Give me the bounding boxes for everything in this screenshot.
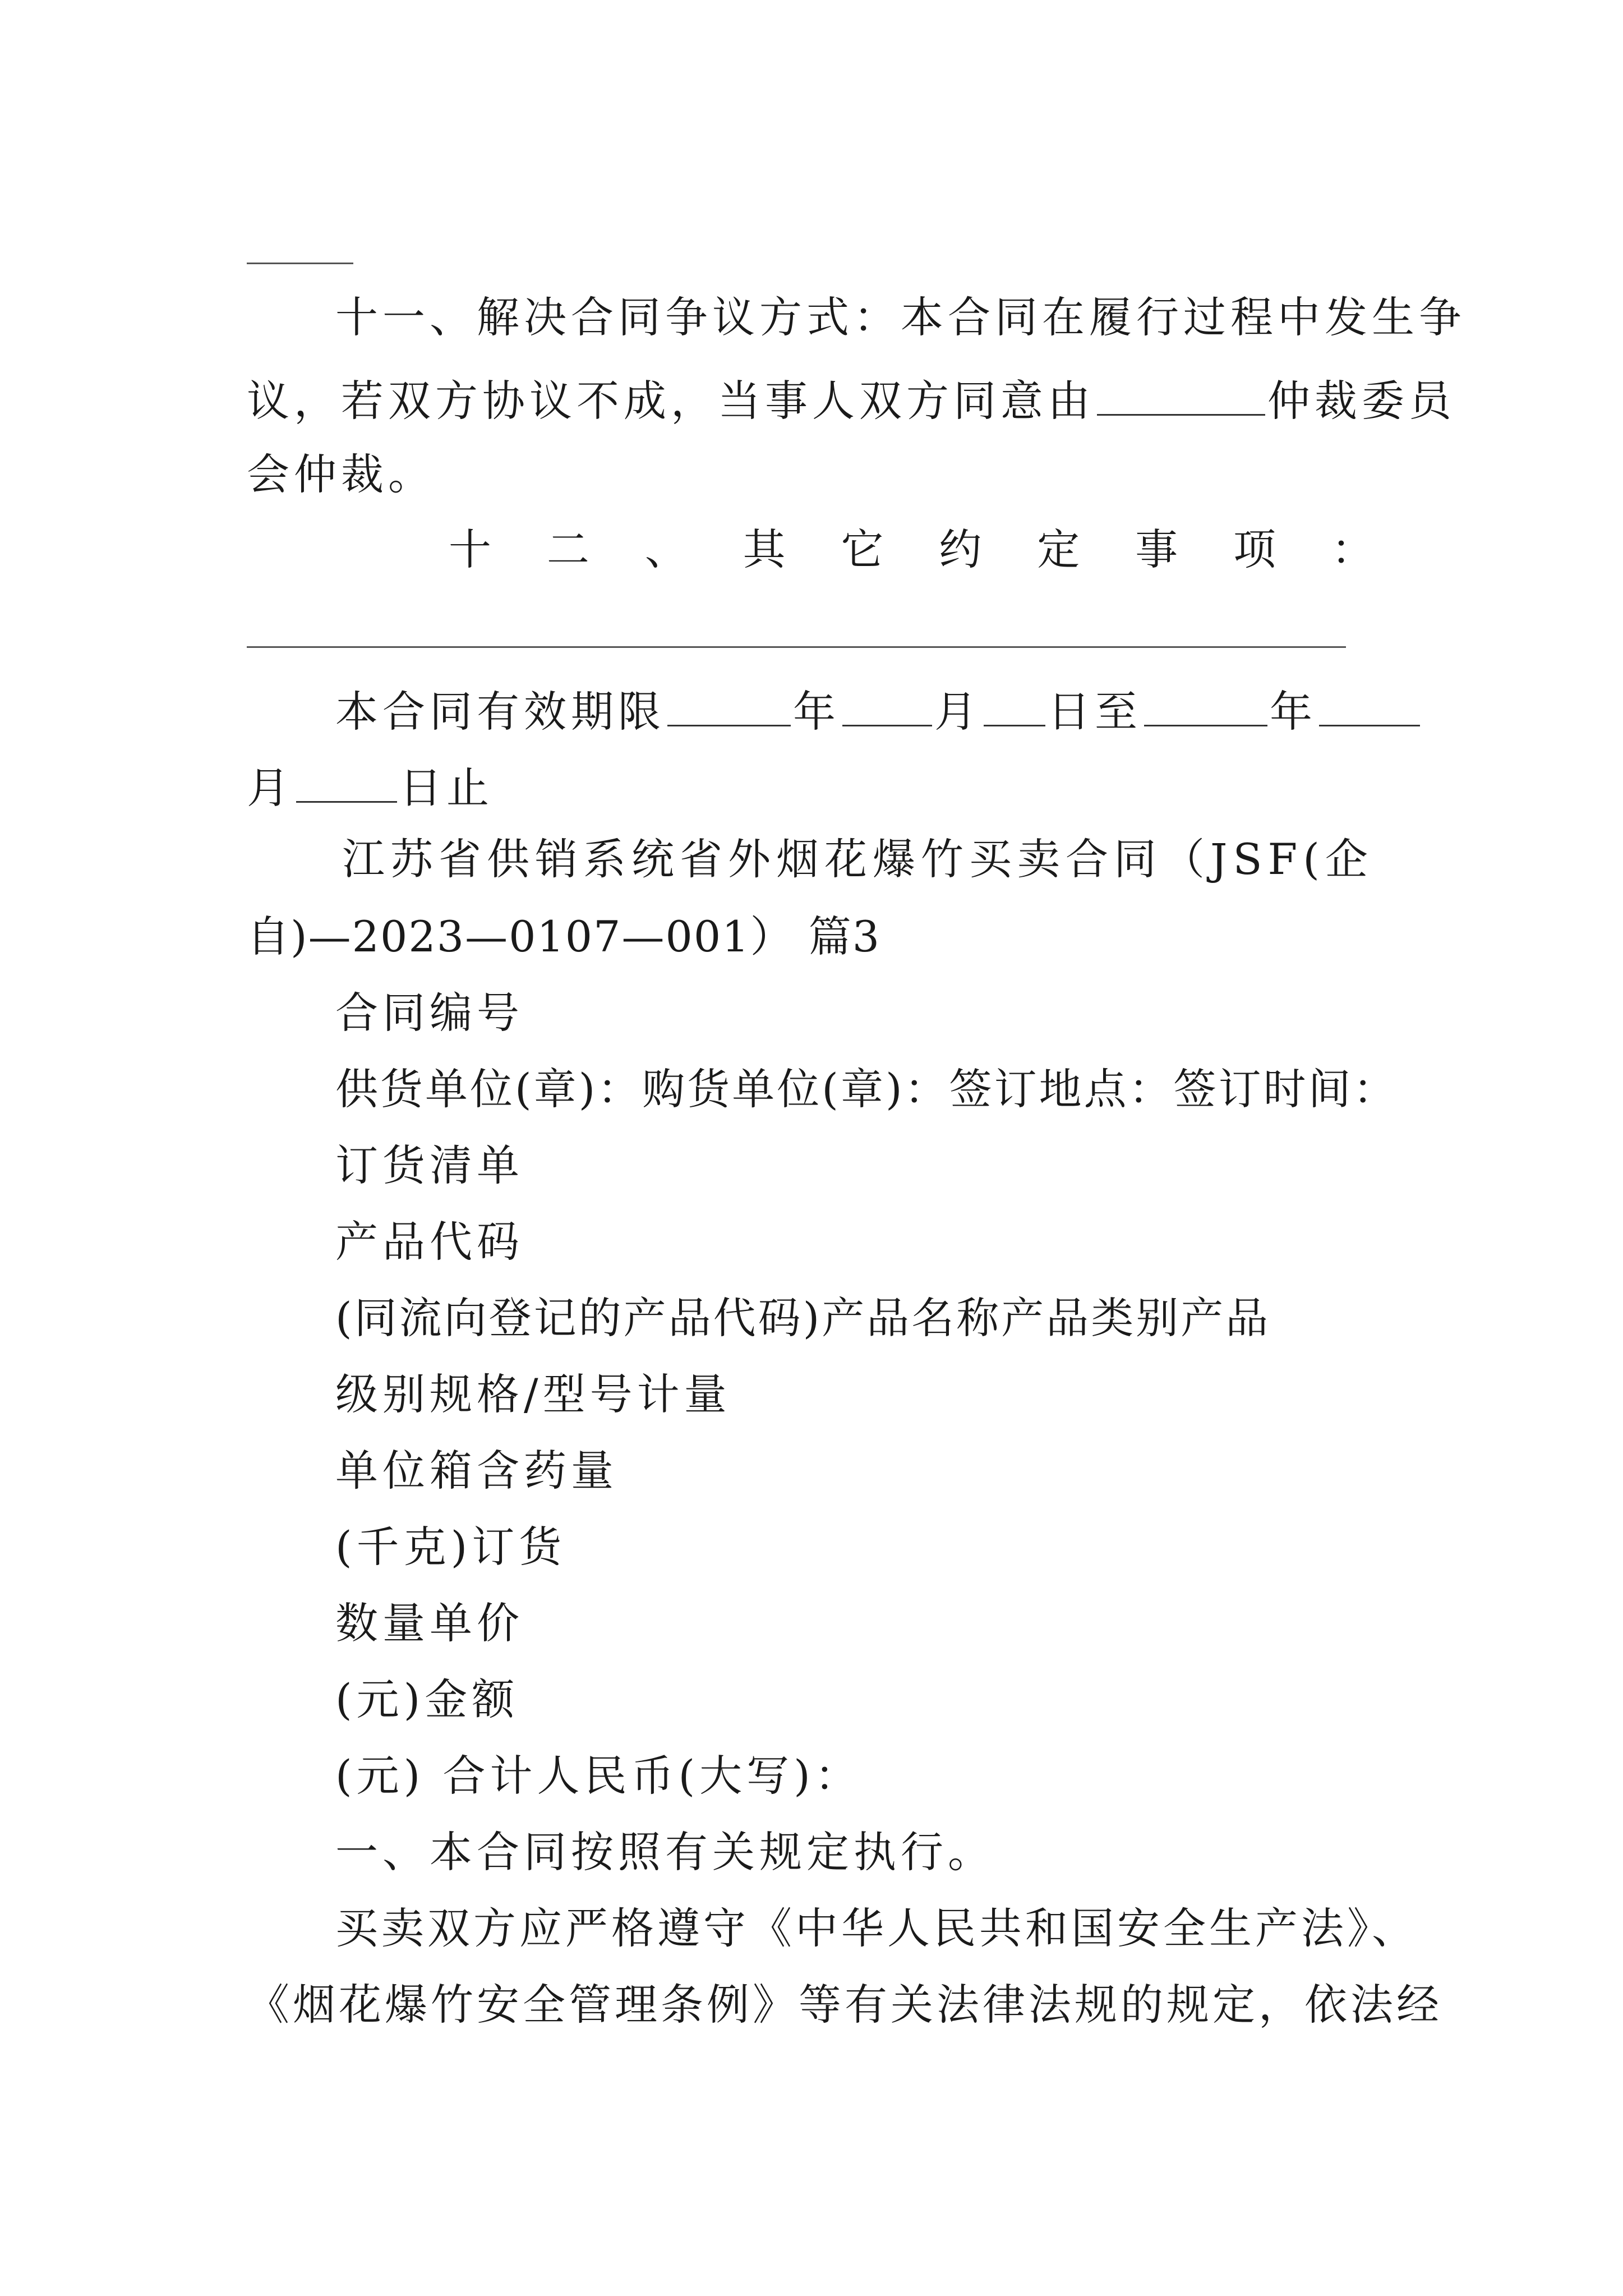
validity-line-1 xyxy=(335,685,1422,737)
contract-title-line-1: 江苏省供销系统省外烟花爆竹买卖合同（JSF(企 xyxy=(342,834,1373,884)
arbitration-blank xyxy=(1097,375,1265,416)
year-label-2: 年 xyxy=(1270,687,1317,737)
clause-1-para-1: 买卖双方应严格遵守《中华人民共和国安全生产法》、 xyxy=(335,1903,1418,1953)
day-to-label: 日至 xyxy=(1048,687,1142,737)
order-list: 订货清单 xyxy=(335,1140,524,1190)
s12-char: ： xyxy=(1331,524,1374,574)
section-12-long-rule xyxy=(247,646,1346,648)
s12-char: 其 xyxy=(743,524,786,574)
product-code: 产品代码 xyxy=(335,1217,524,1267)
section-12-heading xyxy=(449,524,1374,574)
contract-title-line-2: 自)—2023—0107—001） 篇3 xyxy=(247,912,881,961)
s12-char: 事 xyxy=(1135,524,1178,574)
s12-char: 约 xyxy=(939,524,982,574)
s12-char: 二 xyxy=(546,524,589,574)
end-label: 日止 xyxy=(399,763,494,813)
s12-char: 它 xyxy=(841,524,884,574)
month-label-2: 月 xyxy=(247,763,294,813)
section-11-line-1: 十一、解决合同争议方式：本合同在履行过程中发生争 xyxy=(335,292,1466,342)
end-year-blank xyxy=(1144,685,1267,726)
top-short-rule xyxy=(247,263,353,264)
kg-order: (千克)订货 xyxy=(335,1522,566,1572)
section-11-line-3: 会仲裁。 xyxy=(247,449,435,499)
yuan-amount: (元)金额 xyxy=(335,1674,519,1724)
s12-char: 十 xyxy=(449,524,491,574)
product-line: (同流向登记的产品代码)产品名称产品类别产品 xyxy=(335,1293,1271,1343)
grade-spec: 级别规格/型号计量 xyxy=(335,1369,731,1419)
month-label: 月 xyxy=(934,687,981,737)
start-month-blank xyxy=(842,685,932,726)
contract-number: 合同编号 xyxy=(335,988,524,1038)
s12-char: 项 xyxy=(1233,524,1276,574)
validity-text: 本合同有效期限 xyxy=(335,687,665,737)
yuan-total: (元) 合计人民币(大写)： xyxy=(335,1751,862,1801)
section-11-line-2 xyxy=(247,375,1456,426)
year-label: 年 xyxy=(793,687,840,737)
start-year-blank xyxy=(667,685,791,726)
end-month-blank xyxy=(1319,685,1420,726)
s12-char: 、 xyxy=(644,524,688,574)
clause-1: 一、本合同按照有关规定执行。 xyxy=(335,1827,995,1877)
qty-price: 数量单价 xyxy=(335,1598,524,1648)
section-11-text-a: 议，若双方协议不成，当事人双方同意由 xyxy=(247,376,1095,426)
validity-line-2 xyxy=(247,762,494,813)
parties-line: 供货单位(章)：购货单位(章)：签订地点：签订时间： xyxy=(335,1064,1398,1114)
clause-1-para-2: 《烟花爆竹安全管理条例》等有关法律法规的规定，依法经 xyxy=(247,1980,1442,2030)
start-day-blank xyxy=(984,685,1045,726)
section-11-text-b: 仲裁委员 xyxy=(1267,376,1456,426)
end-day-blank xyxy=(296,762,397,803)
unit-box: 单位箱含药量 xyxy=(335,1446,618,1496)
s12-char: 定 xyxy=(1037,524,1080,574)
